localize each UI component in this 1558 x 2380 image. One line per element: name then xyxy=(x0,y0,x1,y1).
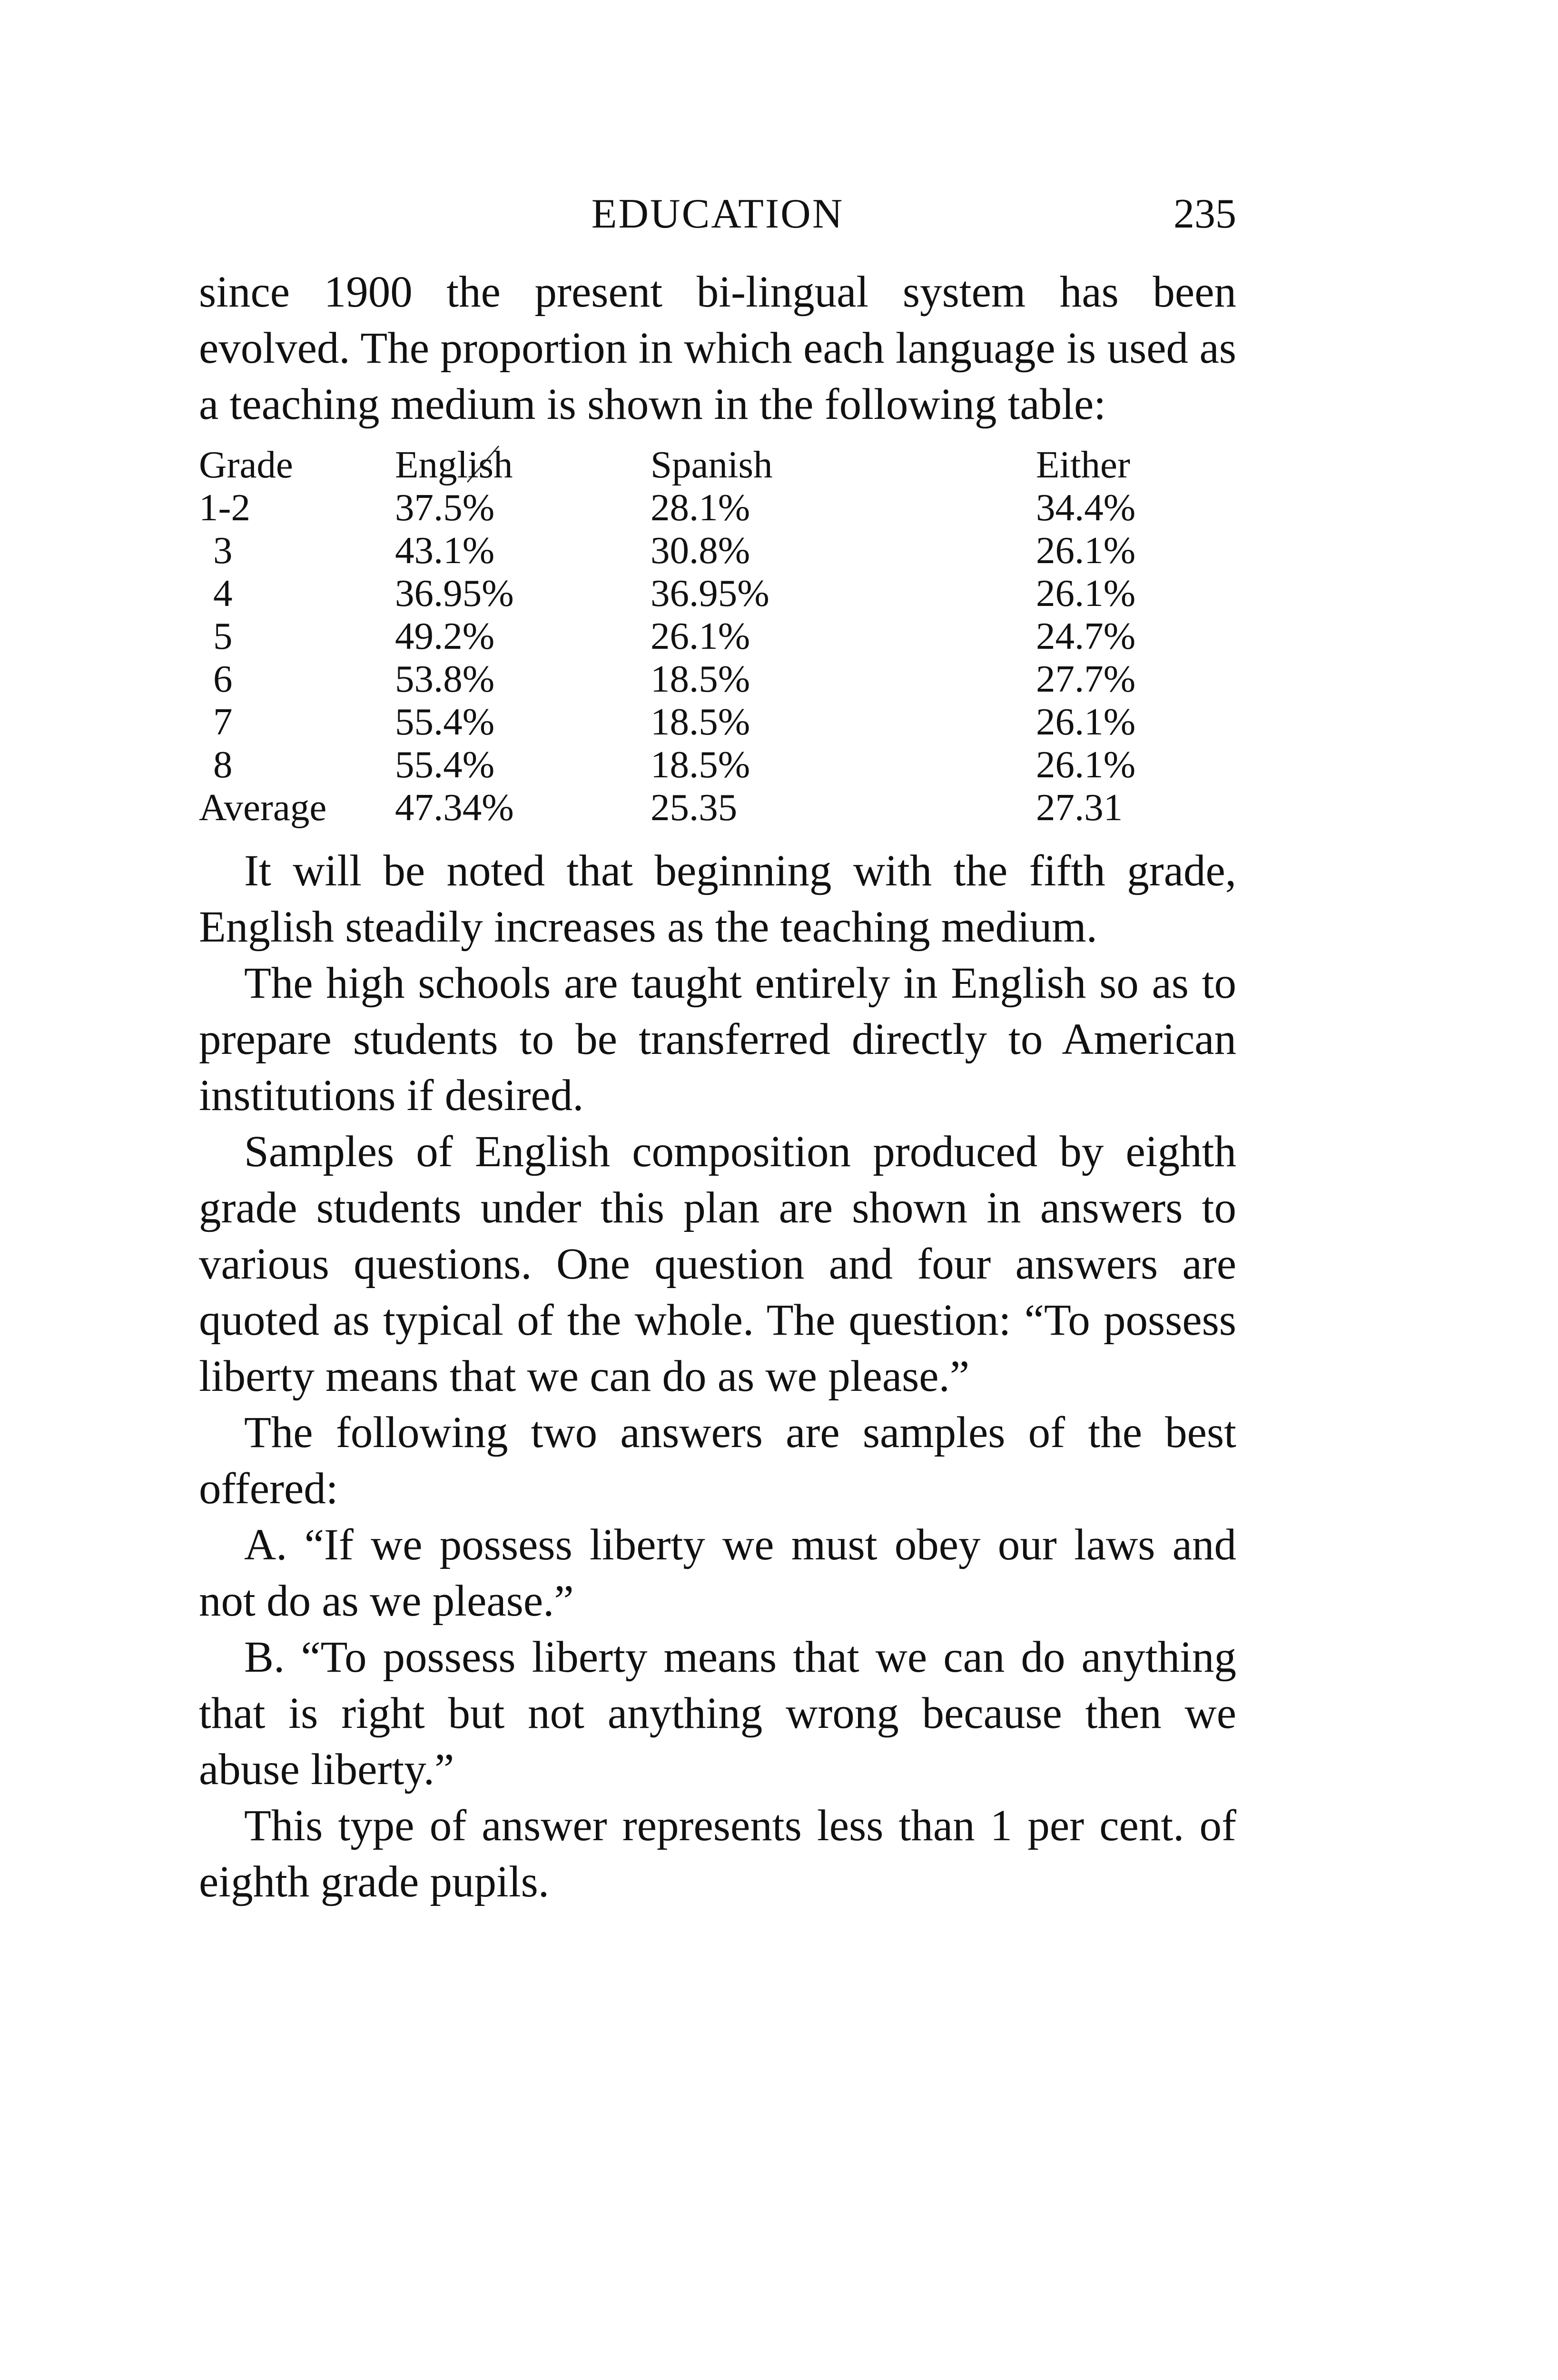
header-spanish: Spanish xyxy=(651,443,773,486)
cell-spanish: 36.95% xyxy=(651,572,769,615)
cell-either: 26.1% xyxy=(1036,529,1136,572)
paragraph-samples: Samples of English composition produced by eighth grade students under this plan are shown in answers to various questions. One question and four answers are quoted as typical of the whole. The question: “To possess liberty means that we can do as we please.” xyxy=(199,1127,1236,1401)
cell-grade: 7 xyxy=(213,700,233,743)
paragraph-high-schools: The high schools are taught entirely in English so as to prepare students to be transferred directly to American institutions if desired. xyxy=(199,959,1236,1120)
cell-grade: Average xyxy=(199,786,327,829)
answer-b: B. “To possess liberty means that we can do anything that is right but not anything wrong because then we abuse liberty.” xyxy=(199,1633,1236,1794)
cell-spanish: 25.35 xyxy=(651,786,738,829)
cell-either: 24.7% xyxy=(1036,615,1136,657)
table-row xyxy=(199,657,1236,700)
cell-spanish: 18.5% xyxy=(651,743,750,786)
paragraph-fifth-grade: It will be noted that beginning with the fifth grade, English steadily increases as the teaching medium. xyxy=(199,846,1236,952)
page-header xyxy=(199,181,1236,248)
cell-english: 55.4% xyxy=(395,700,495,743)
cell-spanish: 18.5% xyxy=(651,700,750,743)
table-row xyxy=(199,615,1236,657)
cell-grade: 3 xyxy=(213,529,233,572)
intro-paragraph: since 1900 the present bi-lingual system has been evolved. The proportion in which each language is used as a teaching medium is shown in the following table: xyxy=(199,268,1236,429)
cell-english: 53.8% xyxy=(395,657,495,700)
table-row xyxy=(199,572,1236,615)
cell-either: 27.7% xyxy=(1036,657,1136,700)
header-english: English xyxy=(395,443,513,486)
cell-either: 26.1% xyxy=(1036,743,1136,786)
cell-english: 36.95% xyxy=(395,572,514,615)
cell-grade: 6 xyxy=(213,657,233,700)
table-row xyxy=(199,486,1236,529)
cell-either: 34.4% xyxy=(1036,486,1136,529)
cell-grade: 8 xyxy=(213,743,233,786)
header-either: Either xyxy=(1036,443,1130,486)
cell-spanish: 18.5% xyxy=(651,657,750,700)
page-body xyxy=(199,264,1236,1910)
table-row-average xyxy=(199,786,1236,829)
table-row xyxy=(199,743,1236,786)
running-title: EDUCATION xyxy=(591,191,844,237)
table-row xyxy=(199,700,1236,743)
language-table xyxy=(199,443,1236,829)
cell-either: 27.31 xyxy=(1036,786,1123,829)
cell-spanish: 28.1% xyxy=(651,486,750,529)
cell-grade: 5 xyxy=(213,615,233,657)
cell-grade: 1-2 xyxy=(199,486,250,529)
cell-english: 43.1% xyxy=(395,529,495,572)
cell-english: 55.4% xyxy=(395,743,495,786)
cell-english: 49.2% xyxy=(395,615,495,657)
paragraph-conclusion: This type of answer represents less than 1 per cent. of eighth grade pupils. xyxy=(199,1801,1236,1906)
cell-either: 26.1% xyxy=(1036,572,1136,615)
cell-english: 37.5% xyxy=(395,486,495,529)
cell-grade: 4 xyxy=(213,572,233,615)
paragraph-best-answers: The following two answers are samples of the best offered: xyxy=(199,1408,1236,1513)
table-header-row xyxy=(199,443,1236,486)
answer-a: A. “If we possess liberty we must obey our laws and not do as we please.” xyxy=(199,1520,1236,1626)
cell-either: 26.1% xyxy=(1036,700,1136,743)
table-row xyxy=(199,529,1236,572)
cell-spanish: 26.1% xyxy=(651,615,750,657)
cell-spanish: 30.8% xyxy=(651,529,750,572)
header-grade: Grade xyxy=(199,443,293,486)
page-number: 235 xyxy=(1173,191,1236,237)
cell-english: 47.34% xyxy=(395,786,514,829)
